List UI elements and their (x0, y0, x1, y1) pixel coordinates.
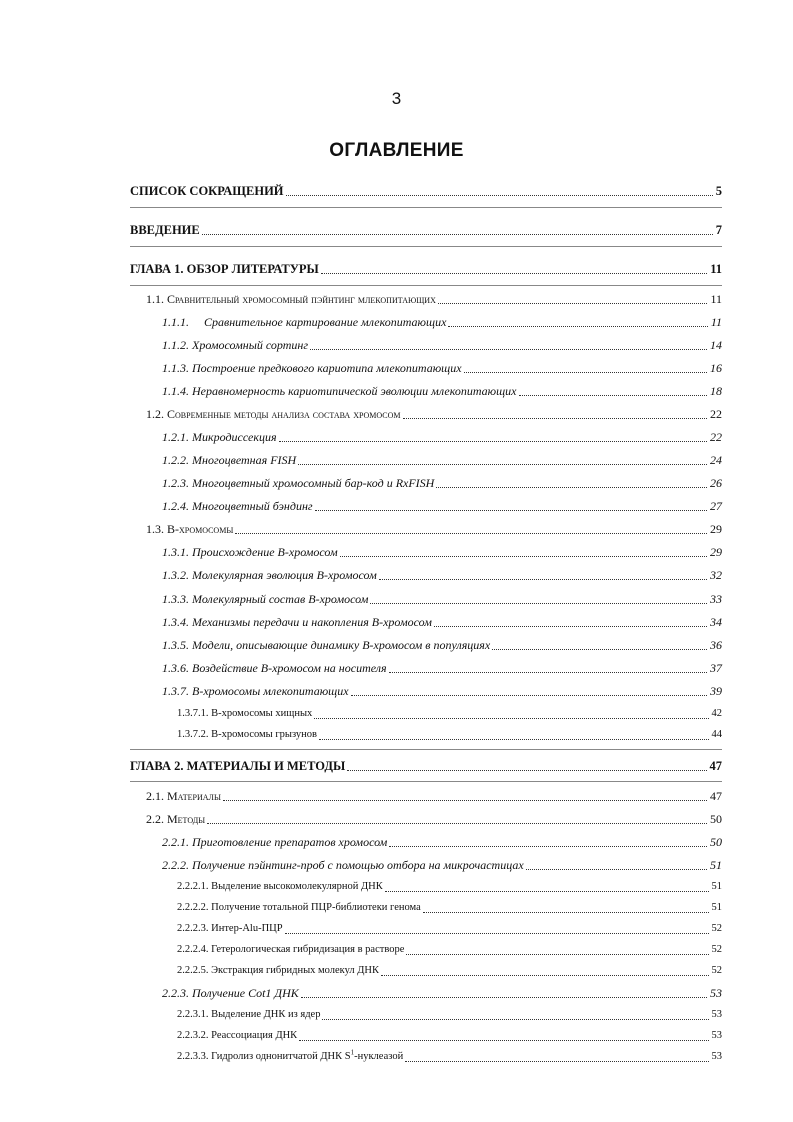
toc-entry (162, 985, 722, 1001)
leader-dots (202, 222, 713, 235)
toc-entry-page: 22 (710, 407, 722, 421)
leader-dots (438, 291, 708, 304)
toc-entry (146, 788, 722, 804)
toc-entry-label: 1.3.5. Модели, описывающие динамику B-хромосом в популяциях (162, 638, 491, 652)
toc-entry-page: 53 (710, 986, 722, 1000)
toc-entry-label: ГЛАВА 1. ОБЗОР ЛИТЕРАТУРЫ (130, 262, 319, 276)
leader-dots (519, 383, 707, 396)
toc-entry-page: 32 (710, 568, 722, 582)
toc-entry (162, 857, 722, 873)
toc-entry-label: 1.2. Современные методы анализа состава хромосом (146, 407, 401, 421)
leader-dots (286, 183, 713, 196)
toc-entry-page: 53 (711, 1009, 722, 1020)
toc-entry-page: 14 (710, 338, 722, 352)
toc-entry-label: 2.2.3.1. Выделение ДНК из ядер (177, 1009, 321, 1020)
toc-entry-page: 42 (711, 708, 722, 719)
toc-entry-page: 29 (710, 522, 722, 536)
leader-dots (310, 337, 707, 350)
toc-entry-label: 1.1. Сравнительный хромосомный пэйнтинг млекопитающих (146, 292, 436, 306)
leader-dots (235, 521, 707, 534)
leader-dots (423, 900, 709, 913)
leader-dots (492, 637, 707, 650)
toc-entry-label: 1.2.4. Многоцветный бэндинг (162, 499, 313, 513)
leader-dots (526, 857, 707, 870)
toc-entry-page: 24 (710, 453, 722, 467)
toc-entry (130, 261, 722, 277)
leader-dots (389, 660, 707, 673)
toc-entry-label: 1.1.1. Сравнительное картирование млекопитающих (162, 315, 447, 329)
toc-entry-label: 1.1.3. Построение предкового кариотипа млекопитающих (162, 361, 462, 375)
leader-dots (319, 727, 709, 740)
toc-entry-label: 1.2.2. Многоцветная FISH (162, 453, 297, 467)
toc-entry-page: 33 (710, 592, 722, 606)
divider (130, 246, 722, 247)
toc-entry (162, 429, 722, 445)
divider (130, 749, 722, 750)
toc-entry-label: СПИСОК СОКРАЩЕНИЙ (130, 184, 284, 198)
toc-entry (177, 900, 722, 916)
toc-entry-page: 52 (711, 965, 722, 976)
leader-dots (298, 452, 707, 465)
divider (130, 781, 722, 782)
leader-dots (464, 360, 707, 373)
leader-dots (406, 942, 708, 955)
toc-entry-page: 16 (710, 361, 722, 375)
toc-entry (177, 1007, 722, 1023)
leader-dots (379, 567, 707, 580)
leader-dots (279, 429, 707, 442)
toc-entry-label: 2.2.3.2. Реассоциация ДНК (177, 1030, 298, 1041)
toc-entry-label: ГЛАВА 2. МАТЕРИАЛЫ И МЕТОДЫ (130, 759, 346, 773)
leader-dots (448, 314, 708, 327)
toc-entry-label: 1.3.3. Молекулярный состав B-хромосом (162, 592, 369, 606)
toc-entry (162, 544, 722, 560)
toc-entry-page: 50 (710, 812, 722, 826)
leader-dots (405, 1049, 708, 1062)
toc-entry-label: 1.3.7.1. B-хромосомы хищных (177, 708, 313, 719)
leader-dots (385, 879, 709, 892)
toc-entry-label: 1.3. B-хромосомы (146, 522, 234, 536)
leader-dots (403, 406, 707, 419)
toc-entry (162, 337, 722, 353)
toc-entry (177, 1049, 722, 1065)
leader-dots (370, 591, 707, 604)
toc-entry-page: 50 (710, 835, 722, 849)
toc-entry-label: 2.1. Материалы (146, 789, 221, 803)
leader-dots (436, 475, 707, 488)
toc-entry (162, 314, 722, 330)
toc-entry (146, 406, 722, 422)
toc-entry (162, 614, 722, 630)
toc-entry-label: 1.3.6. Воздействие B-хромосом на носителя (162, 661, 387, 675)
toc-entry (177, 963, 722, 979)
superscript: 1 (350, 1048, 355, 1057)
toc-entry-page: 51 (711, 902, 722, 913)
toc-entry-page: 52 (711, 944, 722, 955)
toc-entry (177, 706, 722, 722)
toc-entry-page: 37 (710, 661, 722, 675)
toc-entry-page: 39 (710, 684, 722, 698)
toc-entry-label: ВВЕДЕНИЕ (130, 223, 200, 237)
toc-entry (177, 921, 722, 937)
toc-entry-page: 47 (709, 759, 722, 773)
leader-dots (322, 1007, 708, 1020)
toc-entry-label: 1.2.1. Микродиссекция (162, 430, 277, 444)
toc-entry-page: 51 (710, 858, 722, 872)
toc-entry-label: 2.2.2.3. Интер-Alu-ПЦР (177, 923, 283, 934)
toc-entry-page: 22 (710, 430, 722, 444)
leader-dots (351, 683, 707, 696)
leader-dots (314, 706, 708, 719)
leader-dots (301, 985, 707, 998)
toc-entry-label: 1.1.4. Неравномерность кариотипической эволюции млекопитающих (162, 384, 517, 398)
toc-entry (177, 879, 722, 895)
toc-entry (177, 942, 722, 958)
toc-entry-label: 2.2.1. Приготовление препаратов хромосом (162, 835, 388, 849)
leader-dots (340, 544, 707, 557)
toc-entry (162, 475, 722, 491)
toc-entry-label: 2.2.2.1. Выделение высокомолекулярной ДНК (177, 881, 383, 892)
divider (130, 207, 722, 208)
toc-entry (162, 498, 722, 514)
toc-entry-page: 11 (710, 262, 722, 276)
toc-entry-page: 47 (710, 789, 722, 803)
toc-entry (146, 291, 722, 307)
toc-entry-page: 53 (711, 1051, 722, 1062)
leader-dots (223, 788, 707, 801)
toc-entry (146, 811, 722, 827)
leader-dots (389, 834, 707, 847)
toc-entry-label-text: 2.2.3.3. Гидролиз однонитчатой ДНК S (177, 1051, 351, 1062)
toc-entry (162, 383, 722, 399)
toc-entry-label: 1.3.1. Происхождение B-хромосом (162, 545, 338, 559)
toc-entry (162, 567, 722, 583)
toc-entry-page: 7 (715, 223, 722, 237)
leader-dots (321, 261, 707, 274)
toc-entry-label: 1.2.3. Многоцветный хромосомный бар-код и RxFISH (162, 476, 435, 490)
toc-entry (162, 637, 722, 653)
toc-entry-page: 52 (711, 923, 722, 934)
toc-entry-label-tail: -нуклеазой (354, 1051, 404, 1062)
toc-entry-page: 11 (710, 292, 722, 306)
toc-entry-label: 2.2.3. Получение Cot1 ДНК (162, 986, 299, 1000)
toc-entry-label: 2.2.2.4. Гетерологическая гибридизация в растворе (177, 944, 405, 955)
toc-entry-label: 1.3.4. Механизмы передачи и накопления B-хромосом (162, 615, 432, 629)
toc-entry (162, 683, 722, 699)
toc-entry-page: 51 (711, 881, 722, 892)
toc-entry-label: 1.3.7. B-хромосомы млекопитающих (162, 684, 349, 698)
toc-entry-page: 5 (715, 184, 722, 198)
toc-entry-page: 53 (711, 1030, 722, 1041)
leader-dots (285, 921, 709, 934)
toc-entry (146, 521, 722, 537)
toc-entry (130, 758, 722, 774)
page-title: ОГЛАВЛЕНИЕ (329, 140, 464, 161)
leader-dots (299, 1028, 708, 1041)
toc-entry-page: 11 (710, 315, 722, 329)
toc-entry-label: 1.3.2. Молекулярная эволюция B-хромосом (162, 568, 377, 582)
leader-dots (381, 963, 708, 976)
toc-entry-page: 18 (710, 384, 722, 398)
toc-entry-page: 26 (710, 476, 722, 490)
toc-entry-label: 2.2.2.2. Получение тотальной ПЦР-библиотеки генома (177, 902, 421, 913)
page-number: 3 (391, 89, 402, 108)
divider (130, 285, 722, 286)
toc-entry (162, 660, 722, 676)
toc-entry-page: 36 (710, 638, 722, 652)
toc-entry-label: 1.1.2. Хромосомный сортинг (162, 338, 309, 352)
toc-entry-page: 29 (710, 545, 722, 559)
toc-entry (130, 222, 722, 238)
toc-entry (177, 727, 722, 743)
toc-entry (177, 1028, 722, 1044)
toc-entry (162, 834, 722, 850)
toc-entry-label: 2.2.2. Получение пэйнтинг-проб с помощью отбора на микрочастицах (162, 858, 524, 872)
toc-entry-label (177, 1049, 403, 1065)
leader-dots (434, 614, 707, 627)
toc-entry (130, 183, 722, 199)
toc-entry (162, 591, 722, 607)
toc-entry (162, 452, 722, 468)
toc-entry-page: 27 (710, 499, 722, 513)
leader-dots (347, 758, 706, 771)
toc-entry-page: 44 (711, 729, 722, 740)
toc-entry-page: 34 (710, 615, 722, 629)
leader-dots (315, 498, 707, 511)
toc-entry-label: 1.3.7.2. B-хромосомы грызунов (177, 729, 317, 740)
leader-dots (207, 811, 707, 824)
toc-entry-label: 2.2. Методы (146, 812, 206, 826)
toc-entry-label: 2.2.2.5. Экстракция гибридных молекул ДНК (177, 965, 380, 976)
toc-entry (162, 360, 722, 376)
